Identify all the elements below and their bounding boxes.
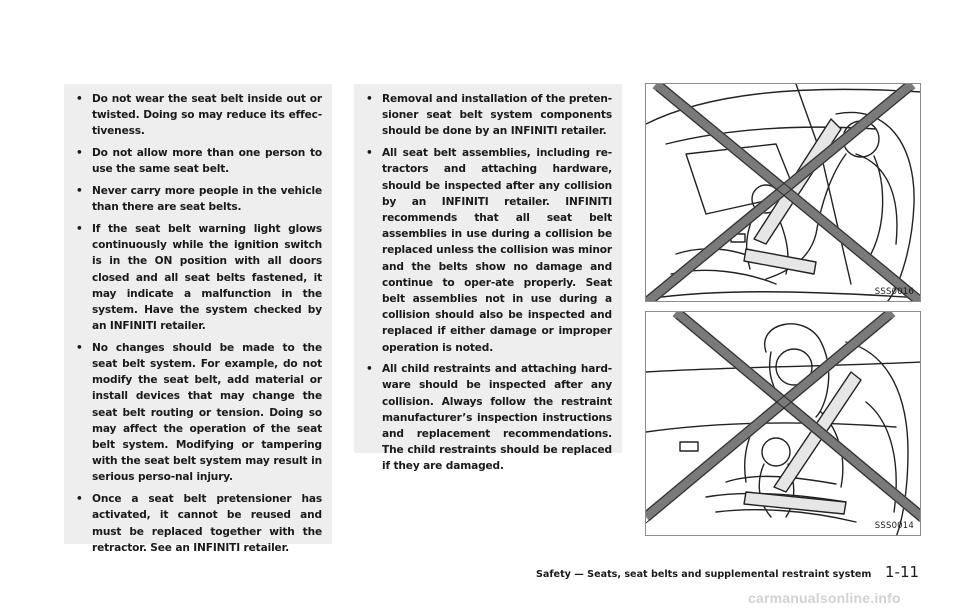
list-item — [74, 221, 322, 334]
bullet-icon: • — [366, 363, 373, 376]
bullet-icon: • — [76, 222, 83, 235]
list-item-text: Do not allow more than one person to use the same seat belt. — [92, 147, 322, 176]
bullet-icon: • — [76, 493, 83, 506]
bullet-icon: • — [76, 93, 83, 105]
list-item-text: If the seat belt warning light glows continuously while the ignition switch is in the ON position with all doors closed and all seat belts fastened, it may indicate a malfunction in the system. Have the system checked by an INFINITI retailer. — [92, 222, 322, 333]
list-item — [74, 145, 322, 177]
figure-code: SSS0016 — [874, 287, 914, 297]
list-item-text: Never carry more people in the vehicle than there are seat belts. — [92, 185, 322, 214]
list-item — [364, 145, 612, 356]
shared-seat-belt-illustration — [646, 84, 921, 302]
list-item-text: No changes should be made to the seat belt system. For example, do not modify the seat belt, add material or install devices that may change the seat belt routing or tension. Doing so may affect the operation of the seat belt system. Modifying or tampering with the seat belt system may result in serious perso-nal injury. — [92, 341, 322, 484]
figure-child-on-lap — [645, 311, 921, 536]
footer-section-title: Safety — Seats, seat belts and supplemental restraint system — [536, 569, 872, 580]
bullet-icon: • — [76, 185, 83, 198]
list-item — [74, 91, 322, 140]
middle-text-column — [354, 84, 622, 473]
list-item-text: Do not wear the seat belt inside out or twisted. Doing so may reduce its effec-tiveness. — [92, 93, 322, 138]
left-text-column — [64, 84, 332, 554]
list-item — [74, 491, 322, 556]
middle-bullet-list — [364, 91, 612, 475]
list-item-text: All seat belt assemblies, including re-tractors and attaching hardware, should be inspected after any collision by an INFINITI retailer. INFINITI recommends that all seat belt assemblies in use during a collision be replaced unless the collision was minor and the belts show no damage and continue to oper-ate properly. Seat belt assemblies not in use during a collision should also be inspected and replaced if either damage or improper operation is noted. — [382, 147, 612, 354]
list-item — [364, 361, 612, 474]
bullet-icon: • — [366, 147, 373, 160]
left-bullet-list — [74, 91, 322, 556]
list-item — [74, 340, 322, 486]
figure-code: SSS0014 — [874, 521, 914, 531]
bullet-icon: • — [76, 341, 83, 354]
list-item-text: All child restraints and attaching hard-ware should be inspected after any collision. Always follow the restraint manufacturer’s inspection instructions and replacement recommendations. The child restraints should be replaced if they are damaged. — [382, 363, 612, 473]
list-item — [74, 183, 322, 215]
bullet-icon: • — [366, 93, 373, 105]
page-number: 1-11 — [885, 563, 920, 581]
list-item-text: Removal and installation of the preten-sioner seat belt system components should be done by an INFINITI retailer. — [382, 93, 612, 138]
watermark: carmanualsonline.info — [748, 590, 901, 606]
list-item-text: Once a seat belt pretensioner has activated, it cannot be reused and must be replaced together with the retractor. See an INFINITI retailer. — [92, 493, 322, 554]
figure-shared-seat-belt — [645, 83, 921, 302]
child-on-lap-illustration — [646, 312, 921, 536]
list-item — [364, 91, 612, 140]
bullet-icon: • — [76, 147, 83, 160]
